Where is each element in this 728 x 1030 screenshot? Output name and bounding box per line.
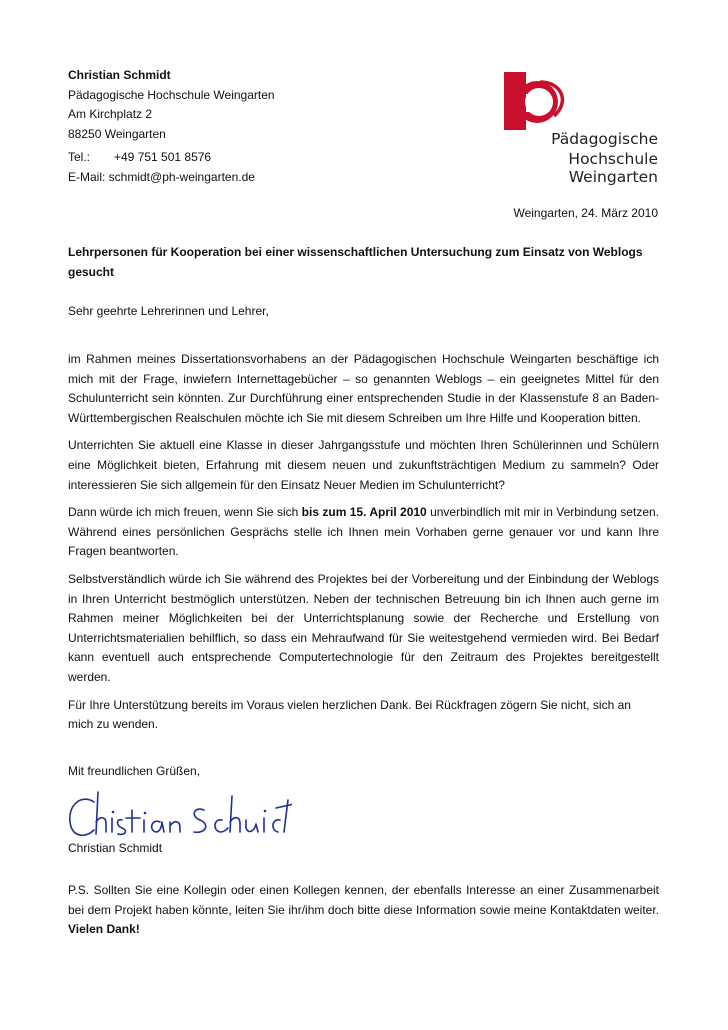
paragraph-3: [68, 503, 659, 562]
university-logo-mark: [490, 72, 600, 134]
letter-date: Weingarten, 24. März 2010: [513, 206, 658, 220]
paragraph-5: Für Ihre Unterstützung bereits im Voraus vielen herzlichen Dank. Bei Rückfragen zögern Sie nicht, sich an mich zu wenden.: [68, 697, 631, 732]
letter-subject: Lehrpersonen für Kooperation bei einer wissenschaftlichen Untersuchung zum Einsatz von Weblogs gesucht: [68, 245, 643, 279]
salutation: Sehr geehrte Lehrerinnen und Lehrer,: [68, 304, 269, 318]
handwritten-signature: [62, 782, 292, 848]
paragraph-3-end: unverbindlich mit mir in Verbindung setzen. Während eines persönlichen Gesprächs stelle ich Ihnen mein Vorhaben gerne genauer vor und kann Ihre Fragen beantworten.: [68, 505, 659, 559]
sender-street: Am Kirchplatz 2: [68, 107, 153, 121]
logo-text-line2: Hochschule Weingarten: [568, 150, 658, 186]
university-logo: [490, 72, 660, 186]
signature-name: Christian Schmidt: [68, 841, 163, 855]
letter-body: [68, 350, 659, 743]
sender-address-block: [68, 66, 275, 187]
closing: Mit freundlichen Grüßen,: [68, 764, 201, 778]
sender-email: E-Mail: schmidt@ph-weingarten.de: [68, 169, 255, 184]
sender-city: 88250 Weingarten: [68, 126, 166, 141]
sender-phone: [68, 148, 275, 168]
paragraph-1: im Rahmen meines Dissertationsvorhabens an der Pädagogischen Hochschule Weingarten beschäftige ich mich mit der Frage, inwiefern Internettagebücher – so genannten Weblogs – ein geeignetes Mittel für den Schulunterricht sein könnten. Zur Durchführung einer entsprechenden Studie in der Klassenstufe 8 an Baden-Württembergischen Realschulen möchte ich Sie mit diesem Schreiben um Ihre Hilfe und Kooperation bitten.: [68, 352, 659, 425]
phone-number: +49 751 501 8576: [114, 150, 212, 164]
phone-label: Tel.:: [68, 150, 91, 164]
logo-text-line1: Pädagogische: [551, 130, 658, 148]
postscript: [68, 881, 659, 940]
postscript-text: P.S. Sollten Sie eine Kollegin oder einen Kollegen kennen, der ebenfalls Interesse an einer Zusammenarbeit bei dem Projekt haben könnte, leiten Sie ihr/ihm doch bitte diese Information sowie meine Kontaktdaten weiter.: [68, 883, 659, 917]
paragraph-4: Selbstverständlich würde ich Sie während des Projektes bei der Vorbereitung und der Einbindung der Weblogs in Ihren Unterricht bestmöglich unterstützen. Neben der technischen Betreuung bin ich Ihnen auch gerne im Rahmen meiner Möglichkeiten bei der Unterrichtsplanung sowie der Recherche und Erstellung von Unterrichtsmaterialien behilflich, so dass ein Mehraufwand für Sie weitestgehend vermieden wird. Bei Bedarf kann eventuell auch entsprechende Computertechnologie für den Zeitraum des Projektes bereitgestellt werden.: [68, 571, 659, 684]
sender-name: Christian Schmidt: [68, 68, 171, 82]
paragraph-2: Unterrichten Sie aktuell eine Klasse in dieser Jahrgangsstufe und möchten Ihren Schülerinnen und Schülern eine Möglichkeit bieten, Erfahrung mit diesem neuen und zukunftsträchtigen Medium zu sammeln? Oder interessieren Sie sich allgemein für den Einsatz Neuer Medien im Schulunterricht?: [68, 438, 659, 492]
sender-institution: Pädagogische Hochschule Weingarten: [68, 87, 275, 102]
deadline-date: bis zum 15. April 2010: [301, 505, 427, 520]
paragraph-3-start: Dann würde ich mich freuen, wenn Sie sich: [68, 505, 302, 520]
postscript-thanks: Vielen Dank!: [68, 922, 140, 937]
